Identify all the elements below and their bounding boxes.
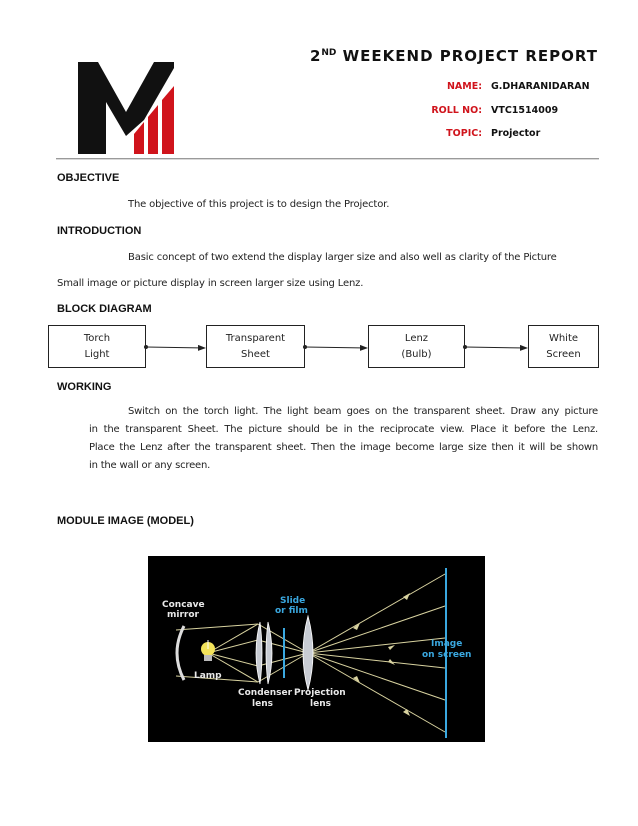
objective-heading: OBJECTIVE (57, 172, 120, 184)
diagram-box-white-screen: White Screen (528, 325, 599, 368)
logo-m-shape (78, 62, 174, 154)
block-diagram-heading: BLOCK DIAGRAM (57, 303, 152, 315)
connector-2 (303, 345, 367, 349)
label-on-screen: on screen (422, 650, 472, 660)
info-row-name (380, 81, 600, 95)
company-logo (78, 62, 174, 154)
label-projection-lens: lens (310, 699, 331, 709)
title-superscript: ND (321, 48, 337, 58)
label-slide: Slide (280, 596, 306, 606)
label-lamp: Lamp (194, 671, 222, 681)
label-condenser-lens: lens (252, 699, 273, 709)
connector-3 (463, 345, 527, 349)
info-value-rollno: VTC1514009 (491, 105, 559, 116)
label-image: Image (431, 639, 463, 649)
introduction-heading: INTRODUCTION (57, 225, 142, 237)
label-projection: Projection (294, 688, 346, 698)
info-value-topic: Projector (491, 128, 541, 139)
label-concave: Concave (162, 600, 205, 610)
connector-1 (144, 345, 205, 349)
label-or-film: or film (275, 606, 308, 616)
info-value-name: G.DHARANIDARAN (491, 81, 590, 92)
info-row-rollno (380, 105, 600, 119)
module-image-heading: MODULE IMAGE (MODEL) (57, 515, 194, 527)
working-heading: WORKING (57, 381, 112, 393)
info-label-name: NAME: (446, 81, 482, 92)
diagram-box-transparent-sheet: Transparent Sheet (206, 325, 305, 368)
introduction-line-1: Basic concept of two extend the display larger size and also well as clarity of the Picture (128, 252, 557, 263)
info-label-topic: TOPIC: (446, 128, 482, 139)
info-label-rollno: ROLL NO: (431, 105, 482, 116)
info-row-topic (380, 128, 600, 142)
projector-model-image (148, 556, 485, 742)
diagram-box-torch-light: Torch Light (48, 325, 146, 368)
report-title: 2ND WEEKEND PROJECT REPORT (309, 47, 598, 65)
header-divider (56, 158, 599, 160)
introduction-line-2: Small image or picture display in screen larger size using Lenz. (57, 278, 364, 289)
working-line-3: Place the Lenz after the transparent sheet. Then the image become large size then it will be shown (89, 442, 598, 453)
working-line-4: in the wall or any screen. (89, 460, 211, 471)
working-line-1: Switch on the torch light. The light beam goes on the transparent sheet. Draw any picture (128, 406, 598, 417)
label-mirror: mirror (167, 610, 199, 620)
label-condenser: Condenser (238, 688, 293, 698)
diagram-box-lenz: Lenz (Bulb) (368, 325, 465, 368)
objective-text: The objective of this project is to design the Projector. (128, 199, 390, 210)
working-line-2: in the transparent Sheet. The picture should be in the reciprocate view. Place it before the Lenz. (89, 424, 598, 435)
